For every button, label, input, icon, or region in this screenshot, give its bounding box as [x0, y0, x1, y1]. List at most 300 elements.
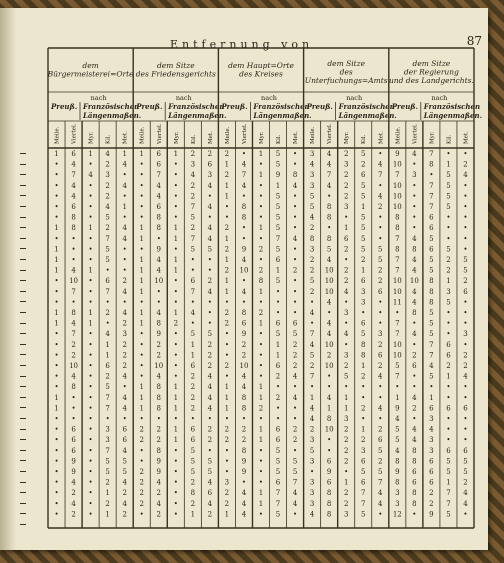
table-cell: 6 [326, 457, 332, 466]
table-cell: 2 [207, 425, 213, 434]
table-cell: 7 [395, 266, 400, 275]
table-cell: 1 [224, 277, 230, 286]
table-cell: • [54, 383, 59, 392]
table-cell: 8 [412, 446, 417, 455]
franz-label: Französischen [83, 102, 140, 111]
table-cell: 7 [190, 287, 196, 296]
table-cell: • [241, 415, 247, 423]
table-cell: 5 [105, 245, 110, 254]
table-cell: • [88, 203, 93, 211]
running-head: Entfernung von [170, 38, 314, 51]
table-cell: 7 [275, 499, 281, 508]
table-cell: 4 [309, 415, 315, 423]
table-cell: 9 [429, 510, 434, 519]
nach-label: nach [346, 94, 363, 102]
table-cell: 1 [173, 383, 179, 392]
table-cell: 6 [105, 362, 110, 370]
table-cell: • [258, 340, 264, 349]
table-cell: 8 [241, 446, 247, 455]
table-cell: 6 [446, 446, 451, 455]
table-cell: 1 [122, 203, 127, 211]
table-cell: 1 [190, 340, 196, 349]
table-cell: 5 [105, 468, 110, 476]
table-cell: • [224, 213, 229, 222]
table-cell: 2 [139, 478, 144, 487]
table-cell: 9 [156, 245, 161, 254]
table-cell: 2 [122, 340, 127, 349]
table-cell: 4 [156, 372, 161, 381]
table-cell: 6 [446, 404, 451, 413]
table-cell: • [429, 171, 434, 180]
table-cell: 5 [207, 245, 213, 254]
unit-header: Meile. [310, 126, 317, 144]
table-cell: • [412, 319, 417, 328]
table-cell: 1 [105, 489, 110, 498]
table-cell: 4 [463, 171, 468, 180]
table-cell: 2 [361, 404, 366, 413]
table-cell: 7 [275, 234, 281, 243]
table-cell: 3 [361, 298, 366, 307]
table-cell: 3 [343, 160, 349, 169]
table-cell: 2 [105, 160, 110, 169]
table-cell: • [88, 436, 93, 445]
table-cell: 1 [173, 224, 179, 233]
table-cell: 6 [207, 160, 213, 169]
table-cell: 2 [343, 150, 349, 158]
table-cell: 1 [54, 266, 59, 275]
table-cell: 7 [190, 234, 196, 243]
table-cell: 1 [139, 256, 144, 264]
table-cell: • [412, 510, 417, 519]
table-cell: 4 [71, 478, 76, 487]
table-cell: 4 [122, 499, 127, 508]
table-cell: • [378, 213, 383, 222]
table-cell: 2 [343, 181, 349, 190]
table-cell: • [258, 478, 264, 487]
table-cell: 1 [54, 224, 59, 233]
table-cell: 7 [105, 393, 110, 402]
table-cell: 1 [258, 287, 264, 296]
laengen-label: Längenmaßen. [338, 111, 397, 120]
table-cell: 7 [395, 256, 400, 264]
table-cell: • [327, 383, 332, 392]
table-cell: • [71, 256, 76, 264]
table-cell: • [241, 277, 247, 286]
table-cell: • [88, 181, 93, 190]
table-cell: • [54, 160, 59, 169]
table-cell: • [54, 478, 59, 487]
laengen-label: Längenmaßen. [83, 111, 142, 120]
table-cell: 9 [241, 330, 247, 339]
table-cell: 2 [139, 499, 144, 508]
table-cell: 7 [241, 171, 247, 180]
table-cell: 1 [361, 425, 366, 434]
table-cell: 5 [361, 192, 366, 201]
table-cell: 5 [361, 150, 366, 158]
table-cell: 3 [429, 415, 434, 423]
table-cell: • [446, 383, 451, 392]
table-cell: 4 [343, 330, 349, 339]
table-cell: • [207, 309, 212, 317]
table-cell: 6 [446, 351, 451, 360]
table-cell: 5 [446, 245, 451, 254]
table-cell: • [122, 256, 127, 264]
table-cell: • [258, 298, 264, 307]
table-cell: 5 [292, 330, 298, 339]
table-cell: 6 [275, 436, 281, 445]
table-cell: 4 [207, 499, 213, 508]
table-cell: 6 [275, 478, 281, 487]
table-cell: • [446, 213, 451, 222]
table-cell: 6 [429, 404, 434, 413]
table-cell: • [463, 319, 468, 328]
table-cell: 6 [71, 446, 76, 455]
table-cell: 1 [54, 393, 59, 402]
table-cell: 8 [309, 234, 315, 243]
table-cell: • [344, 383, 349, 392]
table-cell: 6 [429, 468, 434, 476]
table-cell: 2 [258, 309, 264, 317]
table-cell: • [258, 351, 264, 360]
table-cell: 2 [292, 340, 298, 349]
table-cell: 2 [173, 319, 179, 328]
unit-header: Meile. [224, 126, 231, 144]
table-cell: • [122, 298, 127, 307]
table-cell: 6 [190, 436, 196, 445]
table-cell: 4 [412, 393, 417, 402]
table-cell: • [241, 224, 247, 233]
table-cell: 8 [361, 340, 366, 349]
nach-label: nach [431, 94, 448, 102]
table-cell: 8 [412, 489, 417, 498]
table-cell: • [88, 277, 93, 286]
table-cell: 10 [154, 362, 164, 370]
table-cell: 2 [258, 266, 264, 275]
table-cell: 7 [105, 234, 110, 243]
table-cell: 4 [326, 150, 332, 158]
table-cell: 4 [378, 489, 383, 498]
table-cell: 2 [156, 425, 161, 434]
table-cell: 1 [224, 192, 230, 201]
table-cell: 2 [463, 478, 468, 487]
table-cell: 2 [275, 372, 281, 381]
table-cell: • [156, 298, 161, 307]
table-cell: 8 [326, 415, 332, 423]
table-cell: 4 [207, 383, 213, 392]
table-cell: 8 [412, 309, 417, 317]
table-cell: 4 [122, 160, 127, 169]
table-cell: 2 [343, 266, 349, 275]
table-cell: 5 [361, 181, 366, 190]
table-cell: • [173, 298, 178, 307]
table-cell: 2 [309, 425, 315, 434]
table-cell: 5 [275, 245, 281, 254]
table-cell: 2 [343, 425, 349, 434]
table-cell: 1 [361, 203, 366, 211]
table-cell: • [258, 181, 264, 190]
table-cell: • [293, 298, 298, 307]
table-cell: • [71, 298, 76, 307]
table-cell: • [446, 436, 451, 445]
table-cell: • [88, 393, 93, 402]
table-cell: 3 [412, 171, 417, 180]
table-cell: 2 [105, 181, 110, 190]
table-cell: • [446, 224, 451, 233]
table-cell: 2 [224, 245, 230, 254]
table-cell: • [54, 181, 59, 190]
table-cell: • [344, 298, 349, 307]
table-cell: 6 [207, 489, 213, 498]
table-cell: 2 [207, 362, 213, 370]
table-cell: 2 [139, 489, 144, 498]
table-cell: 7 [275, 489, 281, 498]
table-cell: 1 [309, 393, 315, 402]
table-cell: 1 [258, 393, 264, 402]
table-cell: • [463, 415, 468, 423]
table-cell: 2 [378, 266, 383, 275]
table-cell: • [224, 415, 229, 423]
table-cell: • [122, 213, 127, 222]
table-cell: • [173, 213, 178, 222]
table-cell: 2 [224, 425, 230, 434]
table-cell: • [293, 309, 298, 317]
table-cell: • [258, 160, 264, 169]
table-cell: 10 [324, 287, 334, 296]
table-cell: 6 [122, 436, 127, 445]
table-cell: • [258, 468, 264, 476]
table-cell: 8 [241, 309, 247, 317]
table-cell: 7 [361, 499, 366, 508]
table-cell: • [71, 404, 76, 413]
table-cell: 5 [361, 330, 366, 339]
table-cell: 2 [105, 372, 110, 381]
table-cell: • [224, 457, 229, 466]
table-cell: 7 [429, 192, 434, 201]
table-cell: • [173, 457, 178, 466]
table-cell: 10 [154, 277, 164, 286]
table-cell: 4 [241, 383, 247, 392]
nach-label: nach [175, 94, 192, 102]
table-cell: 2 [139, 425, 144, 434]
table-cell: • [54, 415, 59, 423]
table-cell: • [54, 425, 59, 434]
table-cell: • [258, 256, 264, 264]
table-cell: 4 [412, 266, 417, 275]
table-cell: 1 [105, 510, 110, 519]
preuss-label: Preuß. [136, 102, 163, 111]
table-cell: 1 [343, 393, 349, 402]
table-cell: • [293, 415, 298, 423]
table-cell: • [378, 319, 383, 328]
table-cell: 4 [207, 372, 213, 381]
table-cell: 5 [309, 351, 315, 360]
table-cell: 10 [392, 340, 402, 349]
table-cell: 8 [156, 383, 161, 392]
table-cell: 9 [156, 468, 161, 476]
table-cell: • [105, 319, 110, 328]
table-cell: • [258, 510, 264, 519]
table-cell: 3 [309, 436, 315, 445]
table-cell: 5 [429, 309, 434, 317]
table-cell: 3 [343, 351, 349, 360]
table-cell: 4 [122, 181, 127, 190]
table-cell: • [173, 160, 178, 169]
table-cell: 2 [343, 457, 349, 466]
table-cell: 3 [361, 287, 366, 296]
table-cell: • [88, 446, 93, 455]
table-cell: 5 [395, 436, 400, 445]
table-cell: • [88, 404, 93, 413]
unit-header: Kil. [361, 134, 368, 144]
table-cell: • [88, 256, 93, 264]
table-cell: 7 [429, 203, 434, 211]
table-cell: • [54, 203, 59, 211]
table-cell: 3 [105, 436, 110, 445]
table-cell: 6 [156, 150, 161, 158]
table-cell: 12 [392, 510, 402, 519]
table-cell: 10 [69, 277, 79, 286]
table-cell: • [54, 489, 59, 498]
table-cell: 3 [224, 478, 230, 487]
table-cell: 1 [275, 351, 281, 360]
table-cell: • [293, 203, 298, 211]
table-cell: 4 [156, 499, 161, 508]
table-cell: • [412, 203, 417, 211]
table-cell: 5 [361, 234, 366, 243]
table-cell: 2 [378, 457, 383, 466]
table-cell: 4 [156, 192, 161, 201]
table-cell: 2 [207, 340, 213, 349]
table-cell: 1 [105, 351, 110, 360]
table-cell: 4 [326, 330, 332, 339]
table-cell: • [258, 372, 264, 381]
unit-header: Met. [293, 131, 300, 144]
table-cell: 1 [258, 489, 264, 498]
table-cell: 1 [88, 224, 93, 233]
table-cell: 5 [275, 277, 281, 286]
table-cell: 4 [122, 372, 127, 381]
table-cell: 2 [105, 309, 110, 317]
table-cell: 4 [309, 510, 315, 519]
table-cell: 5 [275, 213, 281, 222]
table-cell: • [258, 234, 264, 243]
table-cell: 2 [343, 446, 349, 455]
table-cell: • [310, 319, 315, 328]
table-cell: 4 [241, 372, 247, 381]
table-cell: 6 [378, 436, 383, 445]
table-cell: • [344, 468, 349, 476]
table-cell: 2 [343, 245, 349, 254]
table-cell: 4 [412, 425, 417, 434]
unit-header: Kil. [446, 134, 453, 144]
unit-header: Kil. [190, 134, 197, 144]
table-cell: 4 [122, 234, 127, 243]
table-cell: • [190, 298, 195, 307]
table-cell: 10 [239, 362, 249, 370]
table-cell: • [122, 383, 127, 392]
table-cell: • [54, 499, 59, 508]
table-cell: 4 [207, 234, 213, 243]
table-cell: • [429, 383, 434, 392]
table-cell: • [88, 330, 93, 339]
table-cell: 6 [412, 468, 417, 476]
table-cell: • [54, 340, 59, 349]
table-cell: 5 [446, 468, 451, 476]
table-cell: 7 [105, 287, 110, 296]
table-cell: 5 [361, 213, 366, 222]
table-cell: 5 [122, 468, 127, 476]
table-cell: • [173, 340, 178, 349]
table-cell: 7 [309, 372, 315, 381]
table-cell: • [105, 298, 110, 307]
table-cell: • [139, 351, 144, 360]
table-cell: 7 [71, 330, 76, 339]
table-cell: 4 [429, 425, 434, 434]
table-cell: 6 [71, 436, 76, 445]
table-cell: 7 [395, 372, 400, 381]
table-cell: 5 [446, 192, 451, 201]
table-cell: 8 [258, 277, 264, 286]
table-cell: 5 [429, 234, 434, 243]
table-cell: • [224, 340, 229, 349]
table-cell: 1 [343, 404, 349, 413]
table-cell: 3 [463, 330, 468, 339]
table-cell: • [293, 256, 298, 264]
table-cell: • [463, 425, 468, 434]
unit-header: Met. [378, 131, 385, 144]
preuss-label: Preuß. [391, 102, 419, 111]
table-cell: 5 [190, 213, 196, 222]
table-cell: 4 [105, 203, 110, 211]
table-cell: 4 [122, 393, 127, 402]
table-cell: 2 [241, 425, 247, 434]
group-title-line: dem Sitze [156, 61, 195, 70]
table-cell: 8 [71, 224, 76, 233]
table-cell: 6 [275, 425, 281, 434]
table-cell: • [293, 213, 298, 222]
table-cell: 10 [392, 277, 402, 286]
table-cell: • [463, 150, 468, 158]
table-cell: 5 [275, 457, 281, 466]
table-cell: 6 [361, 277, 366, 286]
table-cell: 7 [429, 181, 434, 190]
table-cell: 5 [122, 457, 127, 466]
group-title-line: Bürgermeisterei=Orte [47, 69, 134, 79]
table-cell: 5 [275, 203, 281, 211]
table-cell: 4 [412, 234, 417, 243]
table-cell: 3 [309, 489, 315, 498]
table-cell: • [173, 499, 178, 508]
table-cell: • [293, 510, 298, 519]
table-cell: 4 [343, 287, 349, 296]
table-cell: 4 [378, 372, 383, 381]
table-cell: 9 [241, 457, 247, 466]
table-cell: 2 [446, 266, 451, 275]
table-cell: 1 [224, 383, 230, 392]
table-cell: 5 [292, 457, 298, 466]
table-cell: • [241, 234, 247, 243]
table-cell: • [412, 224, 417, 233]
table-cell: 1 [139, 266, 144, 275]
table-cell: 6 [343, 234, 349, 243]
table-cell: • [463, 181, 468, 190]
unit-header: Myr. [344, 131, 351, 144]
table-cell: 1 [395, 393, 400, 402]
table-cell: • [412, 372, 417, 381]
table-cell: 4 [156, 266, 161, 275]
table-cell: • [275, 298, 281, 307]
table-cell: 8 [326, 213, 332, 222]
